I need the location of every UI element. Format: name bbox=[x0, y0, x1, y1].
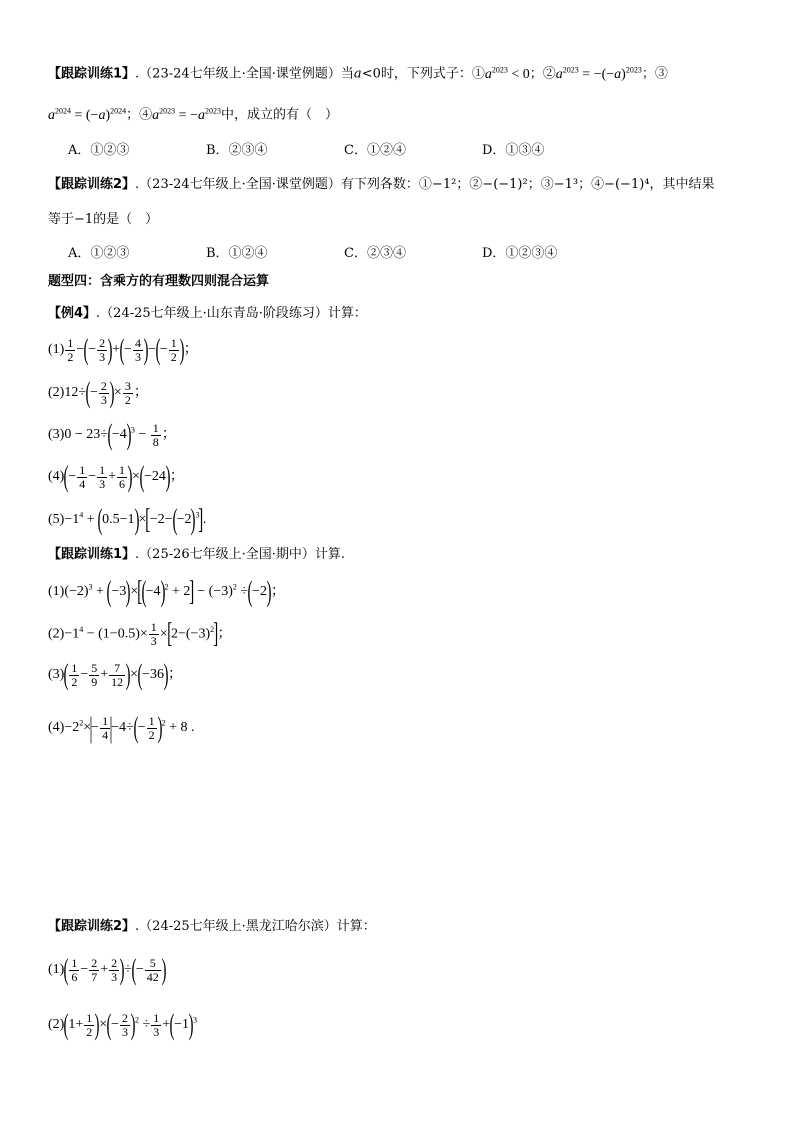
q1-options bbox=[68, 139, 544, 158]
t1-item-1: $(1)(-2)^3 + (-3)\times[(-4)^2 + 2] - (-3)^2 \div(-2)$； bbox=[48, 575, 285, 608]
t2-heading: 【跟踪训练2】.（24-25七年级上·黑龙江哈尔滨）计算： bbox=[48, 919, 376, 934]
q2-option-c[interactable]: C．②③④ bbox=[344, 246, 406, 261]
q1-option-a[interactable]: A．①②③ bbox=[68, 143, 130, 158]
q1-source: .（23-24七年级上·全国·课堂例题）当 bbox=[135, 66, 354, 82]
q1-line2: $a^{2024} = (-a)^{2024}$；$④a^{2023} = -a^{2023}$中，成立的有（ ） bbox=[48, 106, 338, 123]
q2-option-b[interactable]: B．①②④ bbox=[206, 246, 268, 261]
t2-item-1: (1)( $\frac{1}{6}$ − $\frac{2}{7}$ + $\frac{2}{3}$ )÷(− $\frac{5}{42}$ ) bbox=[48, 953, 167, 986]
t1-item-4: $(4)-2^2\times|-$ $\frac{1}{4}$ |−4÷(− $\frac{1}{2}$ )$^2$ + 8 . bbox=[48, 711, 195, 744]
t1-item-2: $(2)-1^4 - (1-0.5)\times$ $\frac{1}{3}$ $\times[2-(-3)^2]$； bbox=[48, 618, 232, 650]
q2-tag: 【跟踪训练2】 bbox=[48, 177, 136, 192]
q1-line1: 【跟踪训练1】.（23-24七年级上·全国·课堂例题）当a<0时，下列式子：$①a^{2023} < 0$；$②a^{2023} = -(-a)^{2023}$；③ bbox=[48, 65, 668, 82]
q2-line1: 【跟踪训练2】.（23-24七年级上·全国·课堂例题）有下列各数：①−1²；②−(−1)²；③−1³；④−(−1)⁴，其中结果 bbox=[48, 177, 715, 192]
section-title: 题型四：含乘方的有理数四则混合运算 bbox=[48, 274, 270, 289]
t1-item-3: (3)( $\frac{1}{2}$ − $\frac{5}{9}$ + $\frac{7}{12}$ )×(−36)； bbox=[48, 658, 182, 691]
ex4-item-1: (1) $\frac{1}{2}$ −(− $\frac{2}{3}$ )+(− $\frac{4}{3}$ )−(− $\frac{1}{2}$ )； bbox=[48, 333, 198, 366]
q2-option-d[interactable]: D．①②③④ bbox=[482, 246, 558, 261]
q2-options bbox=[68, 242, 557, 261]
q2-option-a[interactable]: A．①②③ bbox=[68, 246, 130, 261]
ex4-item-2: (2)12÷(− $\frac{2}{3}$ )× $\frac{3}{2}$ ； bbox=[48, 376, 148, 409]
ex4-item-3: $(3)0 - 23\div(-4)^3$ − $\frac{1}{8}$ ； bbox=[48, 418, 176, 451]
t1-heading: 【跟踪训练1】.（25-26七年级上·全国·期中）计算. bbox=[48, 547, 346, 562]
q1-option-b[interactable]: B．②③④ bbox=[206, 143, 268, 158]
q2-line2: 等于−1的是（ ） bbox=[48, 212, 159, 227]
q1-option-d[interactable]: D．①③④ bbox=[482, 143, 545, 158]
ex4-item-5: $(5)-1^4 + (0.5-1)\times[-2-(-2)^3]$. bbox=[48, 503, 207, 536]
ex4-item-4: (4)(− $\frac{1}{4}$ − $\frac{1}{3}$ + $\frac{1}{6}$ )×(−24)； bbox=[48, 460, 184, 493]
q1-tag: 【跟踪训练1】 bbox=[48, 66, 136, 82]
ex4-heading: 【例4】.（24-25七年级上·山东青岛·阶段练习）计算： bbox=[48, 306, 367, 321]
t2-item-2: (2)(1+ $\frac{1}{2}$ )×(− $\frac{2}{3}$ )$^2$ ÷ $\frac{1}{3}$ $+(-1)^3$ bbox=[48, 1008, 198, 1041]
q1-option-c[interactable]: C．①②④ bbox=[344, 143, 406, 158]
